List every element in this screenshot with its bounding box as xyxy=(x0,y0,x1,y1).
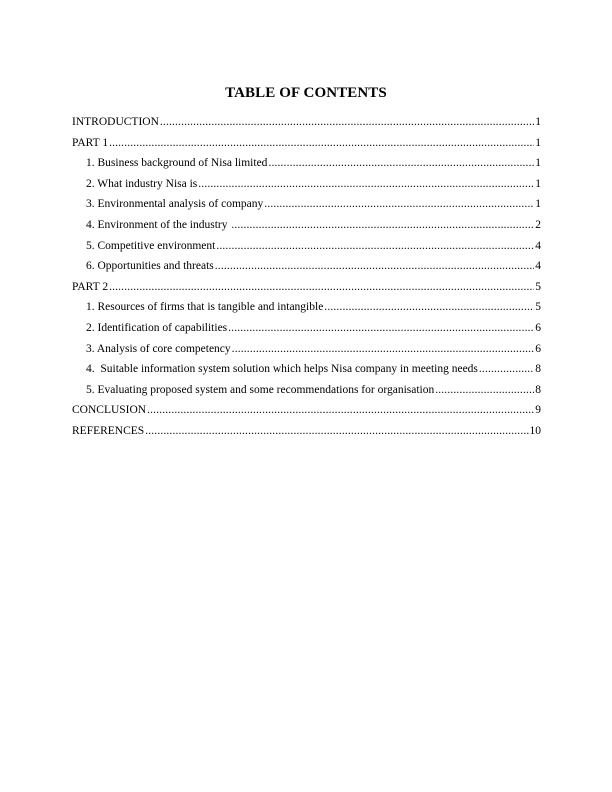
toc-entry-label: INTRODUCTION xyxy=(72,116,159,128)
toc-entry-page-number: 8 xyxy=(535,363,541,376)
dot-leader xyxy=(264,194,534,215)
dot-leader xyxy=(109,277,534,298)
toc-entry-label: 1. Resources of firms that is tangible and intangible xyxy=(86,301,324,314)
toc-entry[interactable] xyxy=(72,339,541,360)
dot-leader xyxy=(160,112,534,133)
toc-entry-page-number: 1 xyxy=(535,116,541,128)
dot-leader xyxy=(479,359,534,380)
dot-leader xyxy=(147,400,534,421)
toc-entry-page-number: 9 xyxy=(535,404,541,417)
toc-entry-page-number: 4 xyxy=(535,260,541,273)
toc-entry-label: 3. Analysis of core competency xyxy=(86,342,231,355)
toc-entry-label: 4. Suitable information system solution which helps Nisa company in meeting needs xyxy=(86,363,478,376)
toc-entry[interactable] xyxy=(72,421,541,442)
toc-entry[interactable] xyxy=(72,400,541,421)
toc-entry[interactable] xyxy=(72,236,541,257)
toc-entry[interactable] xyxy=(72,153,541,174)
toc-entry[interactable] xyxy=(72,318,541,339)
toc-entry-label: PART 2 xyxy=(72,280,109,293)
dot-leader xyxy=(109,133,534,154)
toc-entry-label: CONCLUSION xyxy=(72,404,147,417)
toc-entry-page-number: 8 xyxy=(535,383,541,396)
toc-entry[interactable] xyxy=(72,277,541,298)
toc-entry-label: 1. Business background of Nisa limited xyxy=(86,157,268,170)
toc-entry[interactable] xyxy=(72,174,541,195)
page-title: TABLE OF CONTENTS xyxy=(225,85,387,101)
toc-entry-label: 6. Opportunities and threats xyxy=(86,260,214,273)
toc-entry-page-number: 1 xyxy=(535,177,541,190)
toc-entry-label: 2. What industry Nisa is xyxy=(86,177,198,190)
toc-entry[interactable] xyxy=(72,359,541,380)
toc-entry-label: REFERENCES xyxy=(72,424,145,437)
toc-entry-page-number: 5 xyxy=(535,301,541,314)
toc-entry-page-number: 10 xyxy=(529,424,541,437)
dot-leader xyxy=(145,421,528,442)
toc-entry-label: 5. Competitive environment xyxy=(86,239,216,252)
toc-entry-label: 3. Environmental analysis of company xyxy=(86,198,264,211)
toc-entry[interactable] xyxy=(72,112,541,133)
toc-entry-label: PART 1 xyxy=(72,136,109,149)
dot-leader xyxy=(216,236,534,257)
toc-entry[interactable] xyxy=(72,215,541,236)
toc-entry-page-number: 4 xyxy=(535,239,541,252)
dot-leader xyxy=(215,256,534,277)
toc-entry[interactable] xyxy=(72,194,541,215)
toc-entry-page-number: 2 xyxy=(535,218,541,231)
dot-leader xyxy=(198,174,534,195)
toc-entry[interactable] xyxy=(72,380,541,401)
dot-leader xyxy=(231,215,534,236)
dot-leader xyxy=(228,318,534,339)
dot-leader xyxy=(268,153,534,174)
table-of-contents xyxy=(72,112,541,442)
toc-entry-page-number: 6 xyxy=(535,321,541,334)
toc-entry-page-number: 1 xyxy=(535,136,541,149)
toc-entry-page-number: 1 xyxy=(535,198,541,211)
toc-entry-page-number: 1 xyxy=(535,157,541,170)
toc-entry[interactable] xyxy=(72,256,541,277)
toc-entry-label: 5. Evaluating proposed system and some recommendations for organisation xyxy=(86,383,435,396)
dot-leader xyxy=(435,380,534,401)
toc-entry-label: 2. Identification of capabilities xyxy=(86,321,228,334)
toc-entry-page-number: 6 xyxy=(535,342,541,355)
dot-leader xyxy=(232,339,535,360)
toc-entry-label: 4. Environment of the industry xyxy=(86,218,231,231)
dot-leader xyxy=(324,297,534,318)
toc-entry-page-number: 5 xyxy=(535,280,541,293)
toc-entry[interactable] xyxy=(72,297,541,318)
toc-entry[interactable] xyxy=(72,133,541,154)
